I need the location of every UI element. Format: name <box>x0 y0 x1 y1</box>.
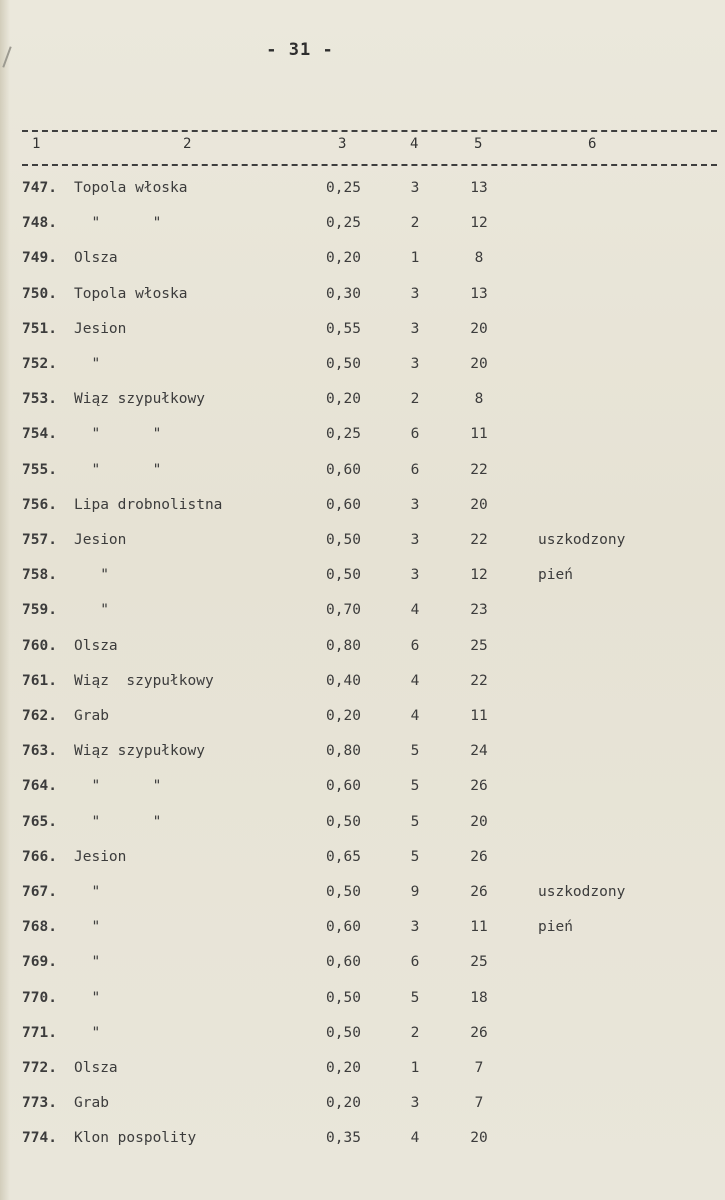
trunk-diameter: 0,40 <box>326 672 361 689</box>
tree-age: 18 <box>470 989 488 1006</box>
header-col-1: 1 <box>32 136 41 152</box>
trunk-diameter: 0,20 <box>326 708 361 724</box>
row-number: 772. <box>22 1060 57 1076</box>
table-row <box>0 391 725 421</box>
tree-age: 8 <box>474 391 484 408</box>
header-col-4: 4 <box>410 136 419 152</box>
tree-height: 5 <box>410 743 420 760</box>
header-col-2: 2 <box>183 136 192 152</box>
table-row <box>0 849 725 879</box>
trunk-diameter: 0,20 <box>326 1060 361 1076</box>
tree-age: 25 <box>470 637 488 654</box>
table-row <box>0 743 725 773</box>
table-row <box>0 1095 725 1125</box>
trunk-diameter: 0,50 <box>326 567 361 584</box>
header-col-3: 3 <box>338 136 347 152</box>
row-number: 766. <box>22 848 57 865</box>
tree-age: 20 <box>470 813 488 830</box>
table-header-row <box>0 136 725 158</box>
trunk-diameter: 0,20 <box>326 391 361 408</box>
row-number: 753. <box>22 391 57 408</box>
trunk-diameter: 0,50 <box>326 989 361 1006</box>
tree-species: Wiąz szypułkowy <box>74 672 214 689</box>
tree-age: 22 <box>470 672 488 689</box>
tree-height: 4 <box>410 1130 420 1147</box>
tree-height: 4 <box>410 602 420 619</box>
tree-age: 20 <box>470 356 488 372</box>
row-number: 755. <box>22 461 57 478</box>
table-row <box>0 814 725 844</box>
row-number: 756. <box>22 496 57 513</box>
tree-age: 24 <box>470 743 488 760</box>
row-number: 771. <box>22 1024 57 1041</box>
trunk-diameter: 0,80 <box>326 637 361 654</box>
tree-age: 20 <box>470 496 488 513</box>
tree-species: " <box>74 989 101 1006</box>
tree-species: " " <box>74 215 162 232</box>
trunk-diameter: 0,30 <box>326 285 361 302</box>
trunk-diameter: 0,60 <box>326 461 361 478</box>
tree-species: Grab <box>74 708 109 724</box>
tree-age: 11 <box>470 708 488 724</box>
trunk-diameter: 0,25 <box>326 426 361 443</box>
trunk-diameter: 0,55 <box>326 320 361 337</box>
tree-age: 20 <box>470 320 488 337</box>
tree-age: 26 <box>470 848 488 865</box>
row-number: 769. <box>22 954 57 971</box>
trunk-diameter: 0,50 <box>326 884 361 900</box>
tree-species: Olsza <box>74 637 118 654</box>
tree-age: 23 <box>470 602 488 619</box>
trunk-diameter: 0,60 <box>326 778 361 795</box>
table-row <box>0 321 725 351</box>
tree-species: Grab <box>74 1095 109 1112</box>
row-number: 768. <box>22 919 57 936</box>
header-col-5: 5 <box>474 136 483 152</box>
tree-age: 11 <box>470 919 488 936</box>
tree-species: Jesion <box>74 320 127 337</box>
row-number: 761. <box>22 672 57 689</box>
table-row <box>0 1060 725 1090</box>
table-row <box>0 215 725 245</box>
table-row <box>0 673 725 703</box>
table-row <box>0 602 725 632</box>
row-number: 749. <box>22 250 57 267</box>
trunk-diameter: 0,20 <box>326 250 361 267</box>
row-number: 774. <box>22 1130 57 1147</box>
row-number: 754. <box>22 426 57 443</box>
tree-height: 5 <box>410 848 420 865</box>
trunk-diameter: 0,50 <box>326 532 361 548</box>
tree-species: Topola włoska <box>74 180 188 196</box>
tree-species: Wiąz szypułkowy <box>74 743 205 760</box>
table-row <box>0 426 725 456</box>
trunk-diameter: 0,60 <box>326 919 361 936</box>
trunk-diameter: 0,50 <box>326 813 361 830</box>
table-row <box>0 1130 725 1160</box>
tree-species: Wiąz szypułkowy <box>74 391 205 408</box>
table-row <box>0 990 725 1020</box>
row-number: 759. <box>22 602 57 619</box>
tree-age: 11 <box>470 426 488 443</box>
table-row <box>0 919 725 949</box>
tree-age: 22 <box>470 461 488 478</box>
row-number: 760. <box>22 637 57 654</box>
row-number: 747. <box>22 180 57 196</box>
row-number: 767. <box>22 884 57 900</box>
tree-age: 8 <box>474 250 484 267</box>
row-note: pień <box>538 567 573 584</box>
tree-height: 5 <box>410 813 420 830</box>
tree-age: 25 <box>470 954 488 971</box>
tree-species: " <box>74 919 101 936</box>
tree-species: " <box>74 1024 101 1041</box>
header-col-6: 6 <box>588 136 597 152</box>
tree-age: 12 <box>470 567 488 584</box>
tree-age: 26 <box>470 1024 488 1041</box>
tree-height: 3 <box>410 919 420 936</box>
tree-height: 2 <box>410 391 420 408</box>
tree-height: 6 <box>410 461 420 478</box>
table-row <box>0 286 725 316</box>
tree-height: 3 <box>410 180 420 196</box>
row-number: 762. <box>22 708 57 724</box>
table-row <box>0 954 725 984</box>
tree-species: " <box>74 602 109 619</box>
tree-age: 7 <box>474 1095 484 1112</box>
row-number: 757. <box>22 532 57 548</box>
trunk-diameter: 0,25 <box>326 180 361 196</box>
tree-height: 2 <box>410 215 420 232</box>
tree-height: 2 <box>410 1024 420 1041</box>
tree-species: Topola włoska <box>74 285 188 302</box>
tree-height: 3 <box>410 356 420 372</box>
table-row <box>0 180 725 210</box>
row-number: 773. <box>22 1095 57 1112</box>
tree-species: Lipa drobnolistna <box>74 496 223 513</box>
tree-height: 3 <box>410 496 420 513</box>
tree-height: 5 <box>410 778 420 795</box>
trunk-diameter: 0,60 <box>326 954 361 971</box>
tree-species: Olsza <box>74 1060 118 1076</box>
row-number: 758. <box>22 567 57 584</box>
trunk-diameter: 0,60 <box>326 496 361 513</box>
row-number: 751. <box>22 320 57 337</box>
tree-height: 9 <box>410 884 420 900</box>
tree-species: " <box>74 356 101 372</box>
trunk-diameter: 0,20 <box>326 1095 361 1112</box>
row-number: 765. <box>22 813 57 830</box>
row-number: 752. <box>22 356 57 372</box>
tree-age: 22 <box>470 532 488 548</box>
trunk-diameter: 0,35 <box>326 1130 361 1147</box>
tree-age: 26 <box>470 778 488 795</box>
table-row <box>0 462 725 492</box>
trunk-diameter: 0,80 <box>326 743 361 760</box>
tree-height: 6 <box>410 954 420 971</box>
row-note: pień <box>538 919 573 936</box>
tree-height: 3 <box>410 567 420 584</box>
tree-height: 4 <box>410 708 420 724</box>
tree-species: " " <box>74 426 162 443</box>
tree-species: Jesion <box>74 848 127 865</box>
row-note: uszkodzony <box>538 884 626 900</box>
tree-height: 6 <box>410 637 420 654</box>
tree-height: 6 <box>410 426 420 443</box>
tree-species: Klon pospolity <box>74 1130 197 1147</box>
tree-age: 20 <box>470 1130 488 1147</box>
table-header-rule <box>22 164 717 166</box>
page-number: - 31 - <box>266 40 334 60</box>
table-row <box>0 497 725 527</box>
table-row <box>0 356 725 386</box>
tree-height: 1 <box>410 1060 420 1076</box>
table-row <box>0 567 725 597</box>
tree-age: 26 <box>470 884 488 900</box>
table-row <box>0 884 725 914</box>
row-note: uszkodzony <box>538 532 626 548</box>
tree-species: Olsza <box>74 250 118 267</box>
trunk-diameter: 0,70 <box>326 602 361 619</box>
table-row <box>0 532 725 562</box>
row-number: 764. <box>22 778 57 795</box>
tree-species: " <box>74 884 101 900</box>
tree-species: " " <box>74 461 162 478</box>
tree-species: " <box>74 567 109 584</box>
trunk-diameter: 0,50 <box>326 1024 361 1041</box>
row-number: 750. <box>22 285 57 302</box>
row-number: 770. <box>22 989 57 1006</box>
tree-height: 1 <box>410 250 420 267</box>
trunk-diameter: 0,50 <box>326 356 361 372</box>
tree-age: 7 <box>474 1060 484 1076</box>
table-row <box>0 1025 725 1055</box>
tree-height: 4 <box>410 672 420 689</box>
tree-age: 12 <box>470 215 488 232</box>
tree-height: 3 <box>410 532 420 548</box>
tree-species: Jesion <box>74 532 127 548</box>
tree-species: " " <box>74 813 162 830</box>
table-row <box>0 708 725 738</box>
tree-height: 3 <box>410 285 420 302</box>
table-row <box>0 778 725 808</box>
tree-age: 13 <box>470 285 488 302</box>
trunk-diameter: 0,25 <box>326 215 361 232</box>
row-number: 748. <box>22 215 57 232</box>
row-number: 763. <box>22 743 57 760</box>
table-row <box>0 638 725 668</box>
tree-height: 3 <box>410 1095 420 1112</box>
tree-age: 13 <box>470 180 488 196</box>
table-row <box>0 250 725 280</box>
tree-species: " <box>74 954 101 971</box>
table-top-rule <box>22 130 717 132</box>
tree-species: " " <box>74 778 162 795</box>
tree-height: 5 <box>410 989 420 1006</box>
trunk-diameter: 0,65 <box>326 848 361 865</box>
tree-height: 3 <box>410 320 420 337</box>
